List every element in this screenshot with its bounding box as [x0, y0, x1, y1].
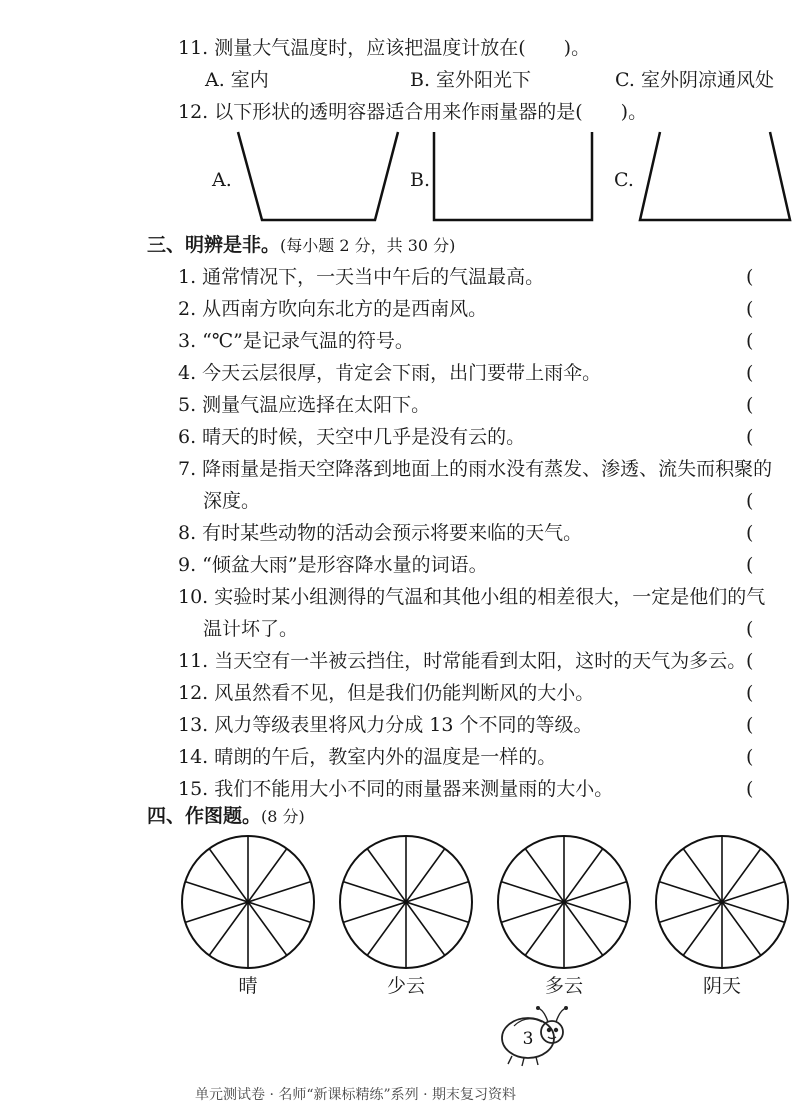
tf-answer-12[interactable]: (	[746, 682, 754, 704]
wheel-few-clouds[interactable]	[340, 836, 472, 968]
q12-label-c[interactable]: C.	[614, 169, 634, 191]
wheel-label-few-clouds: 少云	[386, 975, 425, 997]
wheel-overcast[interactable]	[656, 836, 788, 968]
q11-question: 11. 测量大气温度时，应该把温度计放在( )。	[178, 37, 591, 59]
tf-answer-14[interactable]: (	[746, 746, 754, 768]
tf-item-10-cont: 温计坏了。	[203, 618, 299, 640]
tf-item-14: 14. 晴朗的午后，教室内外的温度是一样的。	[178, 746, 557, 768]
tf-item-12: 12. 风虽然看不见，但是我们仍能判断风的大小。	[178, 682, 595, 704]
tf-answer-10[interactable]: (	[746, 618, 754, 640]
section3-title: 三、明辨是非。	[147, 234, 281, 256]
tf-item-4: 4. 今天云层很厚，肯定会下雨，出门要带上雨伞。	[178, 362, 602, 384]
tf-item-15: 15. 我们不能用大小不同的雨量器来测量雨的大小。	[178, 778, 614, 800]
page-number: 3	[522, 1029, 534, 1049]
tf-answer-2[interactable]: (	[746, 298, 754, 320]
q11-option-a[interactable]: A. 室内	[205, 69, 269, 91]
tf-answer-9[interactable]: (	[746, 554, 754, 576]
q12-label-a[interactable]: A.	[212, 169, 232, 191]
q11-option-b[interactable]: B. 室外阳光下	[410, 69, 532, 91]
tf-answer-7[interactable]: (	[746, 490, 754, 512]
q12-question: 12. 以下形状的透明容器适合用来作雨量器的是( )。	[178, 101, 648, 123]
wheel-sunny[interactable]	[182, 836, 314, 968]
tf-answer-5[interactable]: (	[746, 394, 754, 416]
wheel-label-sunny: 晴	[238, 975, 258, 997]
tf-item-10: 10. 实验时某小组测得的气温和其他小组的相差很大，一定是他们的气	[178, 586, 766, 608]
tf-answer-13[interactable]: (	[746, 714, 754, 736]
tf-item-2: 2. 从西南方吹向东北方的是西南风。	[178, 298, 488, 320]
tf-answer-15[interactable]: (	[746, 778, 754, 800]
tf-item-7-cont: 深度。	[203, 490, 261, 512]
tf-item-11: 11. 当天空有一半被云挡住，时常能看到太阳，这时的天气为多云。	[178, 650, 747, 672]
tf-item-8: 8. 有时某些动物的活动会预示将要来临的天气。	[178, 522, 583, 544]
tf-item-9: 9. “倾盆大雨”是形容降水量的词语。	[178, 554, 488, 576]
tf-item-7: 7. 降雨量是指天空降落到地面上的雨水没有蒸发、渗透、流失而积聚的	[178, 458, 773, 480]
tf-answer-1[interactable]: (	[746, 266, 754, 288]
q11-option-c[interactable]: C. 室外阴凉通风处	[615, 69, 774, 91]
section4-title: 四、作图题。	[147, 805, 262, 827]
tf-item-1: 1. 通常情况下，一天当中午后的气温最高。	[178, 266, 545, 288]
section4-note: (8 分)	[261, 807, 305, 826]
wheel-cloudy[interactable]	[498, 836, 630, 968]
wheel-label-overcast: 阴天	[702, 975, 741, 997]
wheel-label-cloudy: 多云	[544, 975, 583, 997]
tf-item-5: 5. 测量气温应选择在太阳下。	[178, 394, 431, 416]
tf-answer-8[interactable]: (	[746, 522, 754, 544]
tf-answer-4[interactable]: (	[746, 362, 754, 384]
footer-text: 单元测试卷 · 名师“新课标精练”系列 · 期末复习资料	[195, 1087, 517, 1103]
tf-item-13: 13. 风力等级表里将风力分成 13 个不同的等级。	[178, 714, 593, 736]
tf-item-3: 3. “℃”是记录气温的符号。	[178, 330, 414, 352]
tf-answer-6[interactable]: (	[746, 426, 754, 448]
page-badge	[490, 1002, 580, 1072]
tf-answer-11[interactable]: (	[746, 650, 754, 672]
section3-note: (每小题 2 分，共 30 分)	[280, 236, 456, 255]
tf-item-6: 6. 晴天的时候，天空中几乎是没有云的。	[178, 426, 526, 448]
tf-answer-3[interactable]: (	[746, 330, 754, 352]
bug-mascot-icon	[502, 1006, 568, 1066]
q12-label-b[interactable]: B.	[410, 169, 431, 191]
